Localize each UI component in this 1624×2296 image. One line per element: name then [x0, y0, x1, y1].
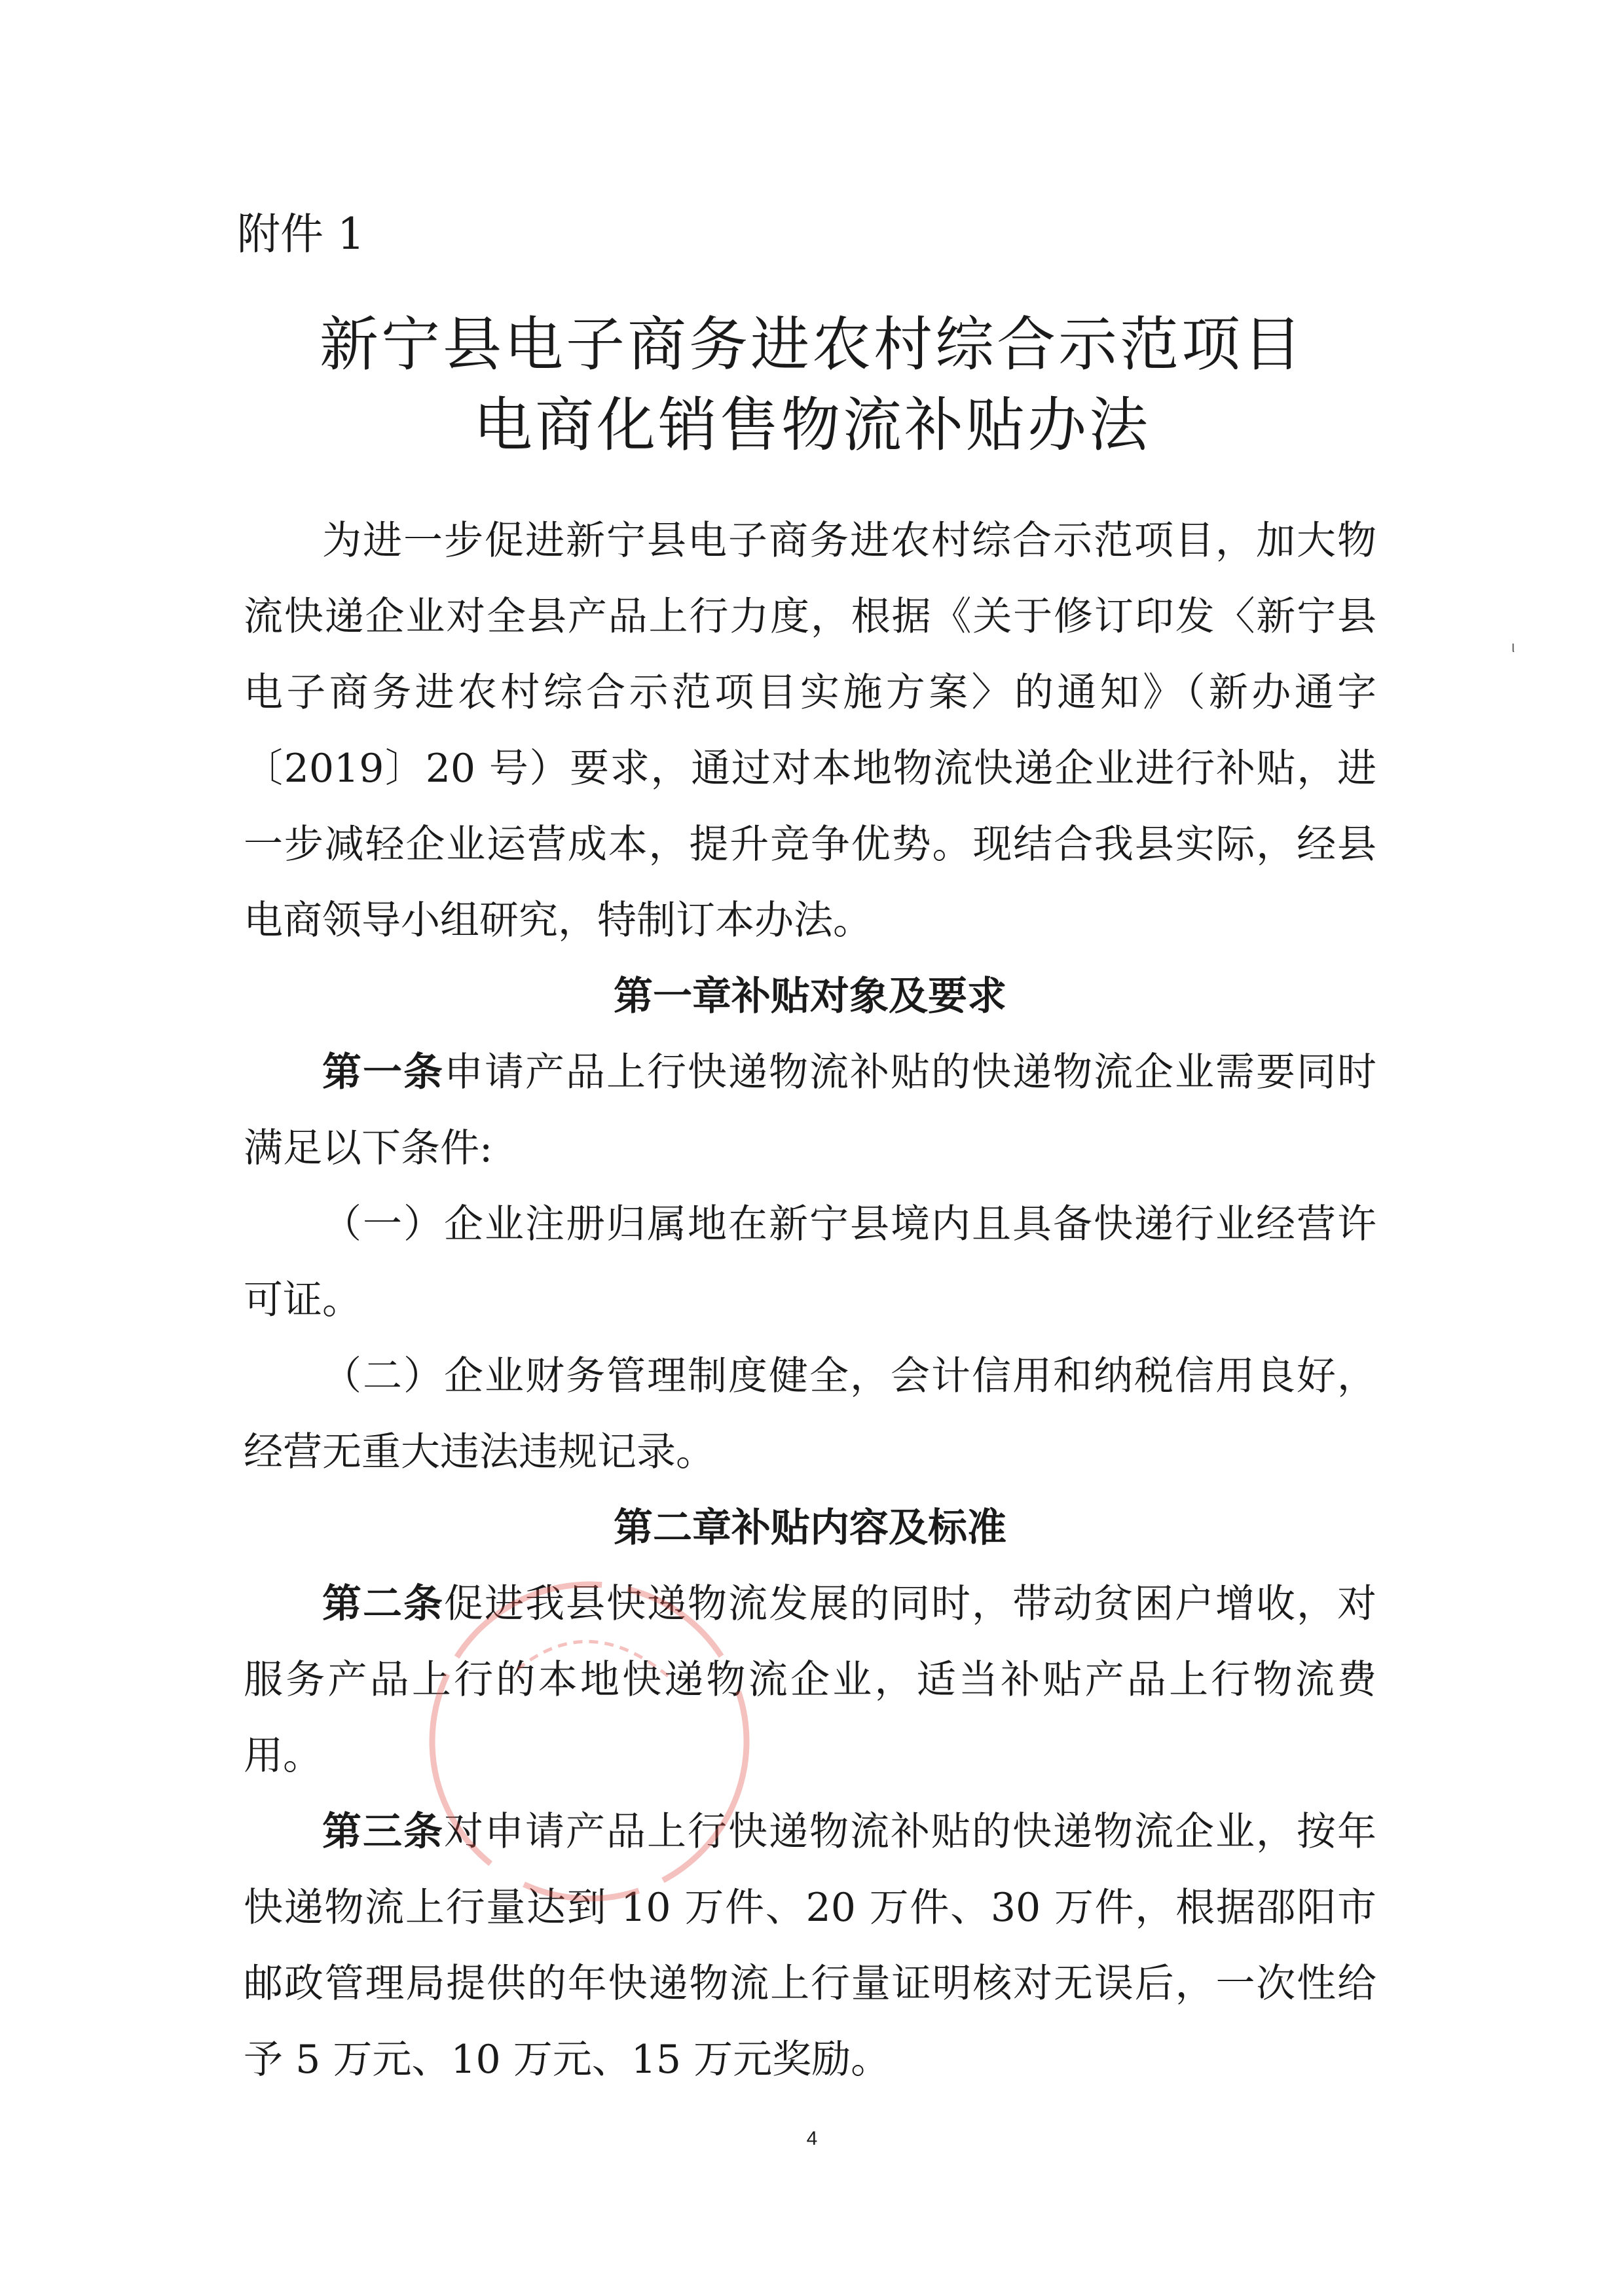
article-1	[244, 1034, 1376, 1186]
article-1-item-2: （二）企业财务管理制度健全，会计信用和纳税信用良好，经营无重大违法违规记录。	[244, 1353, 1376, 1475]
article-1-label: 第一条	[322, 1049, 444, 1095]
document-body	[244, 503, 1376, 2098]
article-1-text: 申请产品上行快递物流补贴的快递物流企业需要同时满足以下条件:	[244, 1049, 1376, 1171]
page-number: 4	[806, 2128, 818, 2149]
article-3-label: 第三条	[322, 1809, 444, 1855]
attachment-label: 附件 1	[237, 209, 365, 259]
article-2-text: 促进我县快递物流发展的同时，带动贫困户增收，对服务产品上行的本地快递物流企业，适当补贴产品上行物流费用。	[244, 1581, 1376, 1779]
article-1-item-1: （一）企业注册归属地在新宁县境内且具备快递行业经营许可证。	[244, 1201, 1376, 1323]
document-title-line-1: 新宁县电子商务进农村综合示范项目	[320, 310, 1304, 380]
document-title-line-2: 电商化销售物流补贴办法	[473, 391, 1151, 460]
scan-mark: ι	[1511, 638, 1515, 656]
chapter-2-heading: 第二章补贴内容及标准	[614, 1505, 1006, 1551]
article-2-label: 第二条	[322, 1581, 444, 1627]
article-3	[244, 1794, 1376, 2098]
article-3-text: 对申请产品上行快递物流补贴的快递物流企业，按年快递物流上行量达到 10 万件、20 万件、30 万件，根据邵阳市邮政管理局提供的年快递物流上行量证明核对无误后，一次性给予 5 万元、10 万元、15 万元奖励。	[244, 1809, 1376, 2083]
chapter-1-heading: 第一章补贴对象及要求	[614, 974, 1006, 1019]
article-2	[244, 1566, 1376, 1794]
intro-paragraph: 为进一步促进新宁县电子商务进农村综合示范项目，加大物流快递企业对全县产品上行力度，根据《关于修订印发〈新宁县电子商务进农村综合示范项目实施方案〉的通知》（新办通字〔2019〕20 号）要求，通过对本地物流快递企业进行补贴，进一步减轻企业运营成本，提升竞争优势。现结合我县实际，经县电商领导小组研究，特制订本办法。	[244, 518, 1376, 943]
